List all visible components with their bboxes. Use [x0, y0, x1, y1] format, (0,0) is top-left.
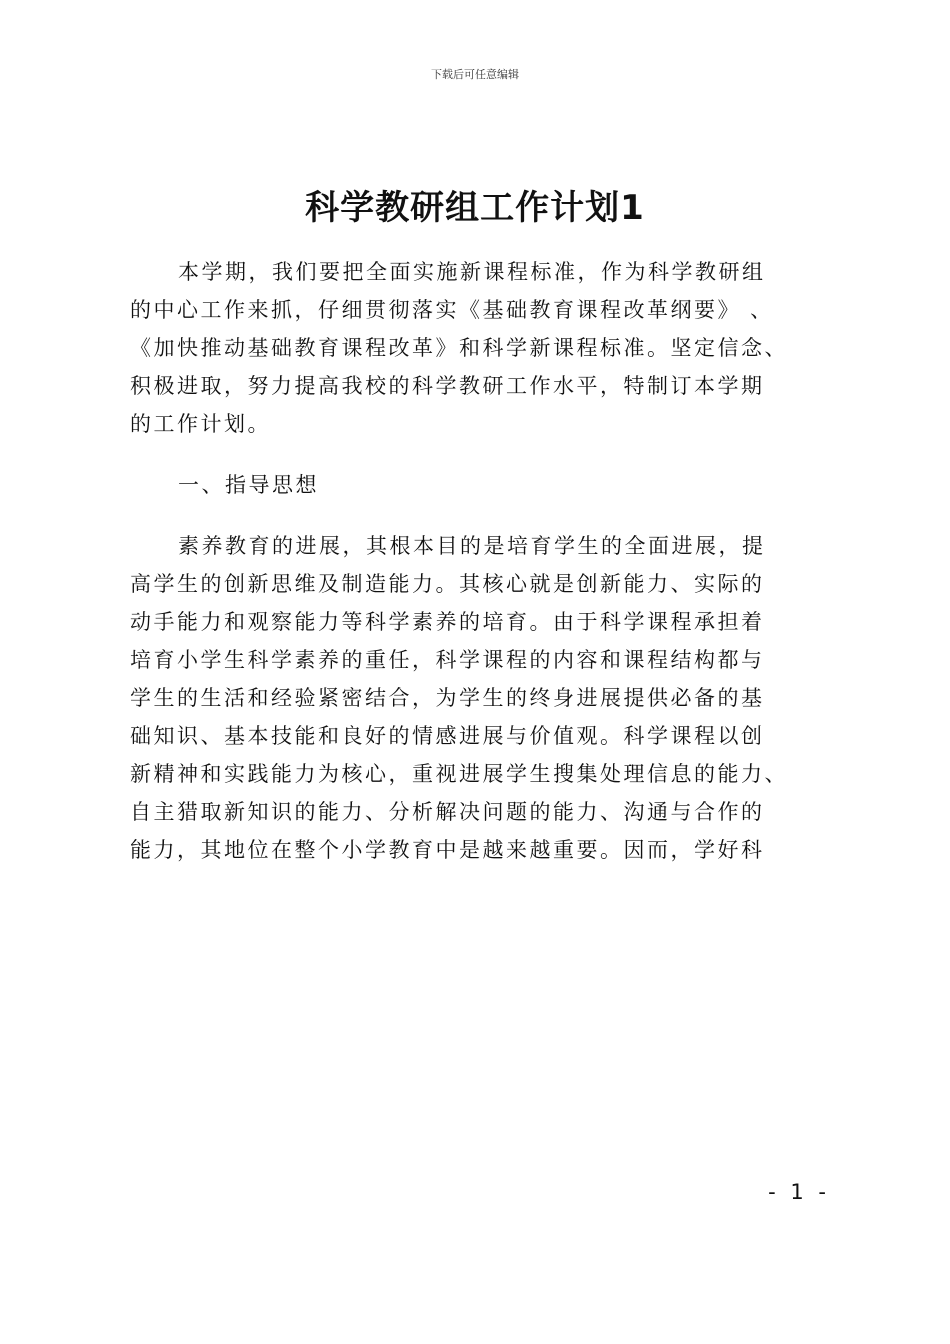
- paragraph-line: 动手能力和观察能力等科学素养的培育。由于科学课程承担着: [130, 610, 765, 634]
- paragraph-line: 素养教育的进展，其根本目的是培育学生的全面进展，提: [178, 534, 766, 558]
- paragraph-line: 培育小学生科学素养的重任，科学课程的内容和课程结构都与: [130, 648, 765, 672]
- document-title: 科学教研组工作计划1: [305, 188, 645, 228]
- document-body: [130, 253, 830, 869]
- paragraph-line: 新精神和实践能力为核心，重视进展学生搜集处理信息的能力、: [130, 762, 788, 786]
- section-heading: 一、指导思想: [178, 473, 319, 497]
- paragraph-line: 学生的生活和经验紧密结合，为学生的终身进展提供必备的基: [130, 686, 765, 710]
- paragraph-line: 自主猎取新知识的能力、分析解决问题的能力、沟通与合作的: [130, 800, 765, 824]
- paragraph-line: 《加快推动基础教育课程改革》和科学新课程标准。坚定信念、: [130, 336, 788, 360]
- paragraph-line: 高学生的创新思维及制造能力。其核心就是创新能力、实际的: [130, 572, 765, 596]
- page-number: - 1 -: [768, 1180, 830, 1204]
- paragraph-line: 本学期，我们要把全面实施新课程标准，作为科学教研组: [178, 260, 766, 284]
- paragraph-line: 积极进取，努力提高我校的科学教研工作水平，特制订本学期: [130, 374, 765, 398]
- page-header: 下载后可任意编辑: [431, 68, 519, 81]
- paragraph-line: 的中心工作来抓，仔细贯彻落实《基础教育课程改革纲要》 、: [130, 298, 774, 322]
- paragraph-line: 能力，其地位在整个小学教育中是越来越重要。因而，学好科: [130, 838, 765, 862]
- paragraph-line: 础知识、基本技能和良好的情感进展与价值观。科学课程以创: [130, 724, 765, 748]
- paragraph-line: 的工作计划。: [130, 412, 271, 436]
